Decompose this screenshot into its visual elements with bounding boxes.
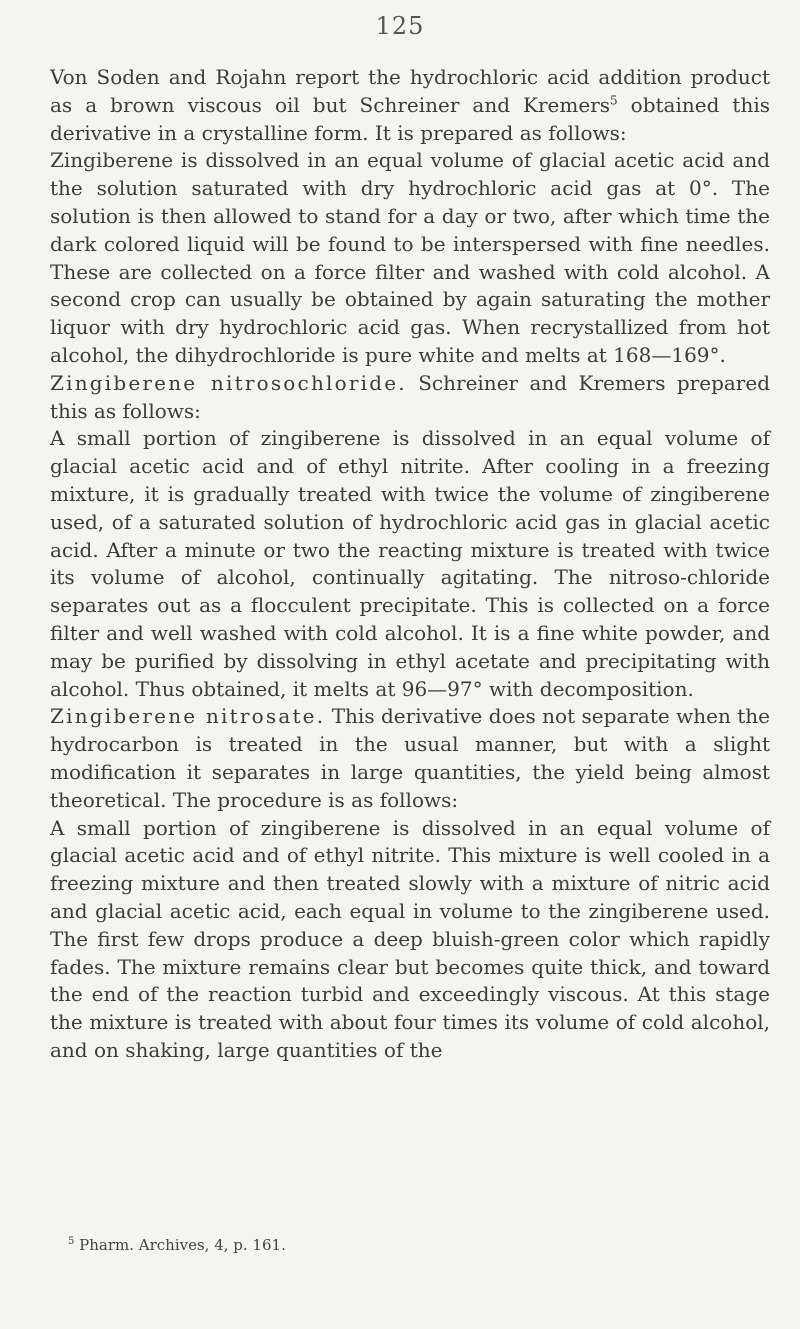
- paragraph-text: Schreiner and Kremers prepared this as follows:: [50, 370, 770, 423]
- paragraph-nitrosate-prep: A small portion of zingiberene is dissolved in an equal volume of glacial acetic acid and of ethyl nitrite. This mixture is well cooled in a freezing mixture and then treated slowly with a mixture of nitric acid and glacial acetic acid, each equal in volume to the zingiberene used. The first few drops produce a deep bluish-green color which rapidly fades. The mixture remains clear but becomes quite thick, and toward the end of the reaction turbid and exceedingly viscous. At this stage the mixture is treated with about four times its volume of cold alcohol, and on shaking, large quantities of the: [50, 815, 770, 1062]
- body-text: [50, 64, 770, 1065]
- paragraph-nitrosochloride-prep: A small portion of zingiberene is dissolved in an equal volume of glacial acetic acid and of ethyl nitrite. After cooling in a freezing mixture, it is gradually treated with twice the volume of zingiberene used, of a saturated solution of hydrochloric acid gas in glacial acetic acid. After a minute or two the reacting mixture is treated with twice its volume of alcohol, continually agitating. The nitroso-chloride separates out as a flocculent precipitate. This is collected on a force filter and well washed with cold alcohol. It is a fine white powder, and may be purified by dissolving in ethyl acetate and precipitating with alcohol. Thus obtained, it melts at 96—97° with decomposition.: [50, 426, 770, 701]
- section-heading-nitrosochloride: Zingiberene nitrosochloride.: [50, 370, 407, 395]
- footnote-marker: 5: [610, 93, 618, 108]
- paragraph-nitrosochloride-intro: [50, 370, 770, 426]
- footnote-text: Pharm. Archives, 4, p. 161.: [74, 1236, 286, 1254]
- section-heading-nitrosate: Zingiberene nitrosate.: [50, 704, 326, 729]
- paragraph-text: This derivative does not separate when the hydrocarbon is treated in the usual manner, but with a slight modification it separates in large quantities, the yield being almost theoretical. The procedure is as follows:: [50, 704, 771, 812]
- paragraph-text: Von Soden and Rojahn report the hydrochloric acid addition product as a brown viscous oil but Schreiner and Kremers: [50, 65, 770, 117]
- footnote-number: 5: [68, 1236, 75, 1247]
- page-number: 125: [375, 12, 425, 40]
- paragraph-dihydrochloride-prep: Zingiberene is dissolved in an equal volume of glacial acetic acid and the solution saturated with dry hydrochloric acid gas at 0°. The solution is then allowed to stand for a day or two, after which time the dark colored liquid will be found to be interspersed with fine needles. These are collected on a force filter and washed with cold alcohol. A second crop can usually be obtained by again saturating the mother liquor with dry hydrochloric acid gas. When recrystallized from hot alcohol, the dihydrochloride is pure white and melts at 168—169°.: [50, 148, 770, 367]
- paragraph-nitrosate-intro: [50, 703, 770, 814]
- paragraph-text: obtained this derivative in a crystalline form. It is prepared as follows:: [50, 92, 770, 145]
- footnote: [68, 1236, 768, 1254]
- paragraph-hydrochloric-addition: [50, 64, 770, 147]
